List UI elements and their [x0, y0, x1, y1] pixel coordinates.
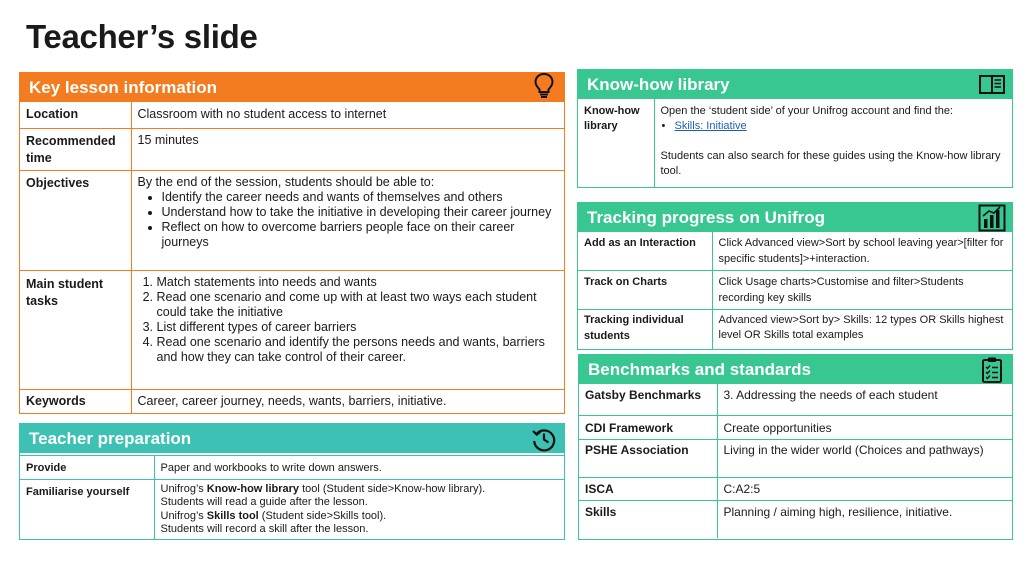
objectives-label: Objectives — [20, 170, 131, 270]
lightbulb-icon — [530, 69, 558, 101]
tracking-table — [578, 232, 1012, 350]
table-row — [20, 128, 564, 170]
objectives-cell — [131, 170, 564, 270]
knowhow-title: Know-how library — [587, 75, 730, 94]
text-span: tool (Student side>Know-how library). — [299, 483, 486, 495]
knowhow-table — [578, 99, 1012, 187]
skills-tool-emphasis: Skills tool — [206, 509, 259, 522]
knowhow-label: Know-how library — [578, 99, 654, 187]
bench-label: Skills — [579, 500, 717, 538]
key-lesson-title: Key lesson information — [29, 78, 217, 97]
bench-label: CDI Framework — [579, 415, 717, 439]
knowhow-bullet: • Skills: Initiative — [661, 120, 747, 132]
benchmarks-table — [579, 384, 1012, 538]
bench-label: ISCA — [579, 477, 717, 500]
tracking-value: Advanced view>Sort by> Skills: 12 types OR Skills highest level OR Skills total examples — [718, 314, 1004, 341]
list-item: 2. Read one scenario and come up with at least two ways each student could take the initiative — [157, 290, 559, 320]
table-row — [579, 439, 1012, 477]
teacher-prep-table — [20, 455, 564, 540]
benchmarks-header — [579, 355, 1012, 384]
table-row — [579, 500, 1012, 538]
bar-chart-icon — [978, 204, 1006, 232]
bench-value: Planning / aiming high, resilience, initiative. — [723, 504, 953, 519]
know-how-library-emphasis: Know-how library — [206, 483, 300, 495]
table-row — [20, 456, 564, 480]
table-row — [20, 170, 564, 270]
time-value: 15 minutes — [137, 132, 199, 147]
knowhow-note: Students can also search for these guides using the Know-how library tool. — [660, 150, 1001, 177]
table-row — [579, 415, 1012, 439]
teacher-prep-panel — [19, 423, 565, 540]
keywords-value: Career, career journey, needs, wants, barriers, initiative. — [137, 393, 447, 408]
objectives-intro: By the end of the session, students should be able to: — [137, 174, 435, 189]
knowhow-panel — [577, 69, 1013, 188]
table-row — [579, 384, 1012, 415]
bench-label: Gatsby Benchmarks — [579, 384, 717, 415]
tracking-label: Tracking individual students — [578, 310, 712, 350]
tracking-value: Click Advanced view>Sort by school leaving year>[filter for specific students]>+interaction. — [718, 237, 1004, 265]
knowhow-value — [654, 99, 1012, 187]
table-row — [20, 270, 564, 389]
book-icon — [976, 71, 1008, 99]
text-span: Unifrog’s — [160, 483, 207, 495]
knowhow-header — [578, 70, 1012, 99]
text-span: Unifrog’s — [160, 509, 207, 522]
table-row — [20, 480, 564, 540]
key-lesson-table — [20, 102, 564, 413]
familiarise-line: Students will read a guide after the lesson. — [160, 496, 368, 509]
tracking-value: Click Usage charts>Customise and filter>Students recording key skills — [718, 276, 964, 304]
skills-initiative-link[interactable]: Skills: Initiative — [674, 120, 747, 132]
familiarise-line: Students will record a skill after the lesson. — [160, 522, 369, 535]
tasks-list — [138, 275, 559, 365]
page-title: Teacher’s slide — [26, 18, 258, 55]
location-label: Location — [20, 102, 131, 128]
tracking-title: Tracking progress on Unifrog — [587, 208, 826, 227]
familiarise-line — [161, 483, 559, 496]
bench-value: Living in the wider world (Choices and pathways) — [723, 442, 984, 457]
familiarise-label: Familiarise yourself — [20, 480, 154, 540]
provide-value: Paper and workbooks to write down answers. — [160, 462, 382, 474]
familiarise-value — [154, 480, 564, 540]
familiarise-line — [161, 510, 559, 523]
bench-label: PSHE Association — [579, 439, 717, 477]
keywords-label: Keywords — [20, 389, 131, 413]
list-item: 4. Read one scenario and identify the persons needs and wants, barriers and how they can take control of their career. — [157, 335, 559, 365]
table-row — [578, 271, 1012, 310]
key-lesson-panel — [19, 72, 565, 414]
list-item: • Understand how to take the initiative in developing their career journey — [162, 205, 559, 220]
table-row — [20, 389, 564, 413]
bench-value: 3. Addressing the needs of each student — [723, 388, 938, 402]
bench-value: Create opportunities — [723, 420, 832, 435]
knowhow-intro: Open the ‘student side’ of your Unifrog account and find the: — [660, 105, 953, 117]
list-item: • Reflect on how to overcome barriers people face on their career journeys — [162, 220, 559, 250]
spacer — [661, 134, 1007, 149]
time-label: Recommended time — [20, 128, 131, 170]
tasks-label: Main student tasks — [20, 270, 131, 389]
location-value: Classroom with no student access to internet — [137, 107, 387, 121]
teacher-prep-header — [20, 424, 564, 453]
clock-history-icon — [530, 425, 558, 453]
benchmarks-title: Benchmarks and standards — [588, 360, 811, 379]
table-row — [20, 102, 564, 128]
table-row — [578, 310, 1012, 350]
text-span: (Student side>Skills tool). — [258, 509, 387, 522]
table-row — [578, 232, 1012, 271]
list-item: • Identify the career needs and wants of themselves and others — [162, 190, 559, 205]
list-item: 3. List different types of career barriers — [157, 320, 559, 335]
provide-label: Provide — [20, 456, 154, 480]
tracking-label: Track on Charts — [578, 271, 712, 310]
teacher-prep-title: Teacher preparation — [29, 429, 192, 448]
benchmarks-panel — [578, 354, 1013, 540]
bench-value: C:A2:5 — [723, 481, 761, 496]
tracking-panel — [577, 202, 1013, 350]
list-item: 1. Match statements into needs and wants — [157, 275, 559, 290]
table-row — [579, 477, 1012, 500]
tracking-label: Add as an Interaction — [578, 232, 712, 271]
table-row — [578, 99, 1012, 187]
tracking-header — [578, 203, 1012, 232]
objectives-list — [138, 190, 559, 250]
key-lesson-header — [20, 73, 564, 102]
tasks-cell — [131, 270, 564, 389]
clipboard-checklist-icon — [978, 356, 1006, 384]
